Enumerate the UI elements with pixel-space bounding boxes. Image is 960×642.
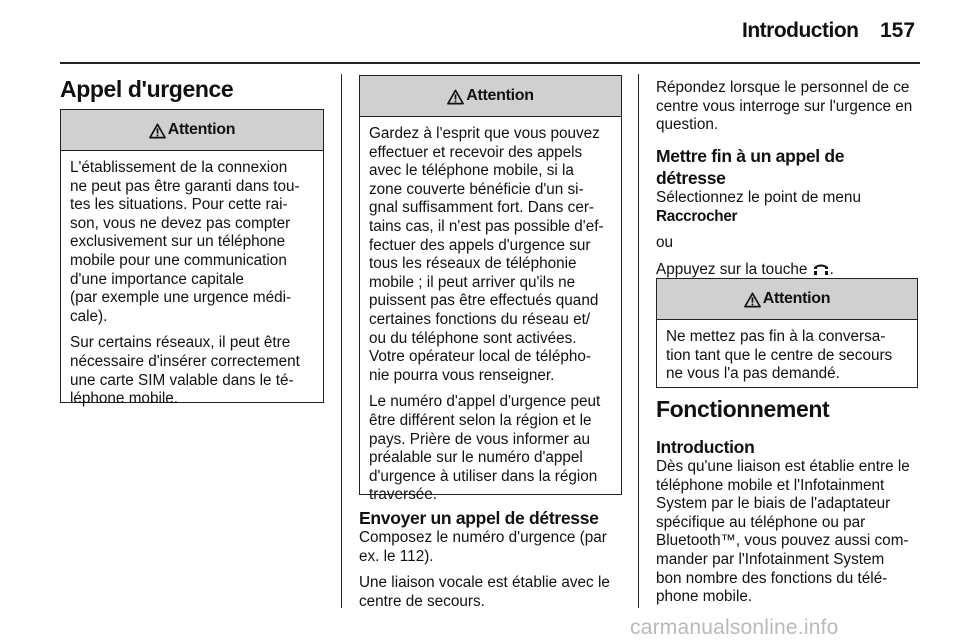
attention-box-1 [60, 109, 324, 408]
attention-box-1-header [61, 110, 323, 151]
warning-triangle-icon [744, 292, 761, 308]
attention-box-2-header [360, 76, 621, 117]
page-header-title: Introduction [742, 19, 859, 42]
distress-call-paragraph: Une liaison vocale est établie avec le centre de secours. [359, 574, 610, 610]
end-call-body [656, 189, 956, 279]
watermark: carmanualsonline.info [630, 616, 839, 639]
distress-call-paragraph: Composez le numéro d'urgence (par ex. le 112). [359, 529, 607, 565]
attention-box-3-body: Ne mettez pas fin à la conversa- tion tant que le centre de secours ne vous l'a pas demandé. [666, 328, 893, 383]
col3-intro: Répondez lorsque le personnel de ce centre vous interroge sur l'urgence en question. [656, 79, 913, 134]
warning-triangle-icon [447, 89, 464, 105]
introduction-body: Dès qu'une liaison est établie entre le téléphone mobile et l'Infotainment System par le biais de l'adaptateur spécifique au téléphone ou par Bluetooth™, vous pouvez aussi com- mander par l'Infotainment System bon nombre des fonctions du télé- phone mobile. [656, 458, 910, 606]
attention-box-3-heading: Attention [762, 290, 831, 307]
attention-box-2-paragraph: Le numéro d'appel d'urgence peut être différent selon la région et le pays. Prière de vous informer au préalable sur le numéro d'appel d'urgence à utiliser dans la région traversée. [369, 393, 601, 504]
end-call-or: ou [656, 234, 674, 252]
hang-up-phone-icon [812, 262, 830, 276]
page-number: 157 [880, 19, 916, 42]
end-call-title: Mettre fin à un appel de détresse [656, 146, 845, 188]
attention-box-2-heading: Attention [466, 87, 534, 104]
attention-box-3-header [657, 279, 917, 320]
section-title-emergency-call: Appel d'urgence [60, 76, 234, 102]
attention-box-2-paragraph: Gardez à l'esprit que vous pouvez effectuer et recevoir des appels avec le téléphone mobile, si la zone couverte bénéficie d'un si- gnal suffisamment fort. Dans cer- tains cas, il n'est pas possible d'ef- fectuer des appels d'urgence sur tous les réseaux de téléphonie mobile ; il peut arriver qu'ils ne puissent pas être effectués quand certaines fonctions du réseau et/ ou du téléphone sont activées. Votre opérateur local de télépho- nie pourra vous renseigner. [369, 125, 604, 384]
end-call-press-key: Appuyez sur la touche . [656, 260, 834, 278]
attention-box-2 [359, 75, 622, 504]
menu-item-hang-up: Raccrocher [656, 207, 738, 225]
attention-box-1-paragraph: Sur certains réseaux, il peut être nécessaire d'insérer correctement une carte SIM valable dans le té- léphone mobile. [70, 334, 300, 408]
warning-triangle-icon [149, 123, 166, 139]
end-call-instruction: Sélectionnez le point de menu Raccrocher [656, 189, 861, 225]
attention-box-2-body [360, 117, 621, 505]
distress-call-section [359, 507, 629, 619]
attention-box-3 [656, 278, 918, 388]
distress-call-title: Envoyer un appel de détresse [359, 508, 599, 528]
introduction-section [656, 436, 956, 607]
introduction-title: Introduction [656, 437, 755, 457]
end-call-section [656, 145, 956, 287]
attention-box-1-heading: Attention [167, 121, 236, 138]
distress-call-body [359, 529, 629, 611]
header-rule [60, 62, 920, 64]
column-divider-2 [638, 74, 639, 608]
section-title-operation: Fonctionnement [656, 396, 830, 422]
attention-box-1-body [61, 151, 323, 409]
column-divider-1 [341, 74, 342, 608]
attention-box-1-paragraph: L'établissement de la connexion ne peut pas être garanti dans tou- tes les situations. Pour cette rai- son, vous ne devez pas compter exclusivement sur un téléphone mobile pour une communication d'une importance capitale (par exemple une urgence médi- cale). [70, 159, 300, 325]
